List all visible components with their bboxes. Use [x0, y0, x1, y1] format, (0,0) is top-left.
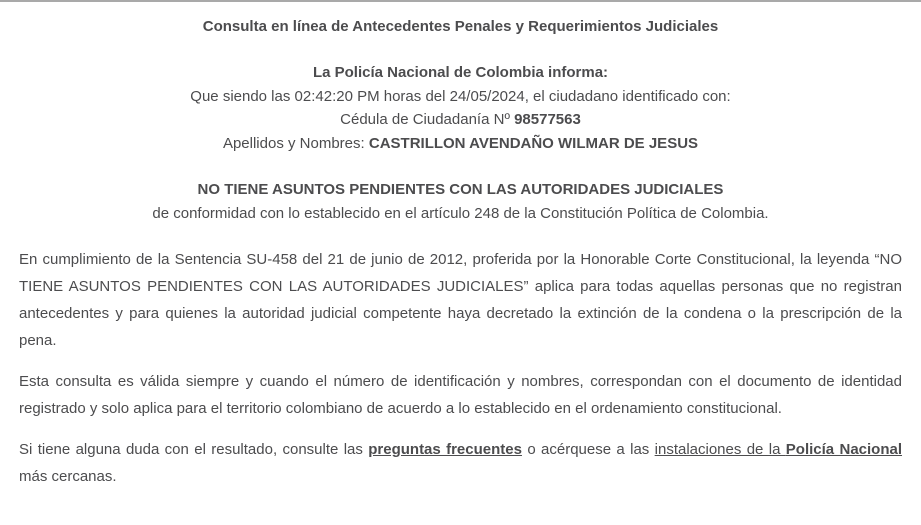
contact-middle: o acérquese a las: [521, 441, 655, 458]
informa-line: La Policía Nacional de Colombia informa:: [312, 64, 609, 81]
citizen-info-section: [19, 61, 902, 155]
result-status: NO TIENE ASUNTOS PENDIENTES CON LAS AUTORIDADES JUDICIALES: [197, 181, 724, 198]
top-border: [0, 0, 921, 2]
page-title: Consulta en línea de Antecedentes Penales y Requerimientos Judiciales: [202, 18, 719, 35]
cedula-number: 98577563: [514, 111, 581, 128]
result-section: [19, 178, 902, 225]
police-facilities-link[interactable]: [655, 441, 902, 458]
contact-prefix: Si tiene alguna duda con el resultado, consulte las: [19, 441, 369, 458]
nombres-label: Apellidos y Nombres:: [222, 134, 369, 152]
cedula-label: Cédula de Ciudadanía Nº: [340, 111, 515, 128]
facilities-link-text: instalaciones de la: [654, 441, 786, 458]
certificate-document: [0, 19, 921, 490]
contact-suffix: más cercanas.: [19, 468, 117, 485]
facilities-link-bold-text: Policía Nacional: [785, 441, 903, 458]
sentencia-paragraph: En cumplimiento de la Sentencia SU-458 del 21 de junio de 2012, proferida por la Honorable Corte Constitucional, la leyenda “NO TIENE ASUNTOS PENDIENTES CON LAS AUTORIDADES JUDICIALES” aplica para todas aquellas personas que no registran antecedentes y para quienes la autoridad judicial competente haya decretado la extinción de la condena o la prescripción de la pena.: [19, 251, 902, 349]
result-basis: de conformidad con lo establecido en el artículo 248 de la Constitución Política de Colombia.: [152, 204, 769, 222]
legal-paragraphs: [19, 246, 902, 490]
citizen-name: CASTRILLON AVENDAÑO WILMAR DE JESUS: [368, 134, 699, 152]
cedula-line: [19, 108, 902, 132]
faq-link[interactable]: preguntas frecuentes: [368, 441, 522, 458]
nombres-line: [19, 132, 902, 156]
validez-paragraph: Esta consulta es válida siempre y cuando el número de identificación y nombres, correspondan con el documento de identidad registrado y solo aplica para el territorio colombiano de acuerdo a lo establecido en el ordenamiento constitucional.: [19, 373, 902, 417]
contact-paragraph: [19, 436, 902, 490]
timestamp-line: Que siendo las 02:42:20 PM horas del 24/05/2024, el ciudadano identificado con:: [190, 87, 731, 105]
